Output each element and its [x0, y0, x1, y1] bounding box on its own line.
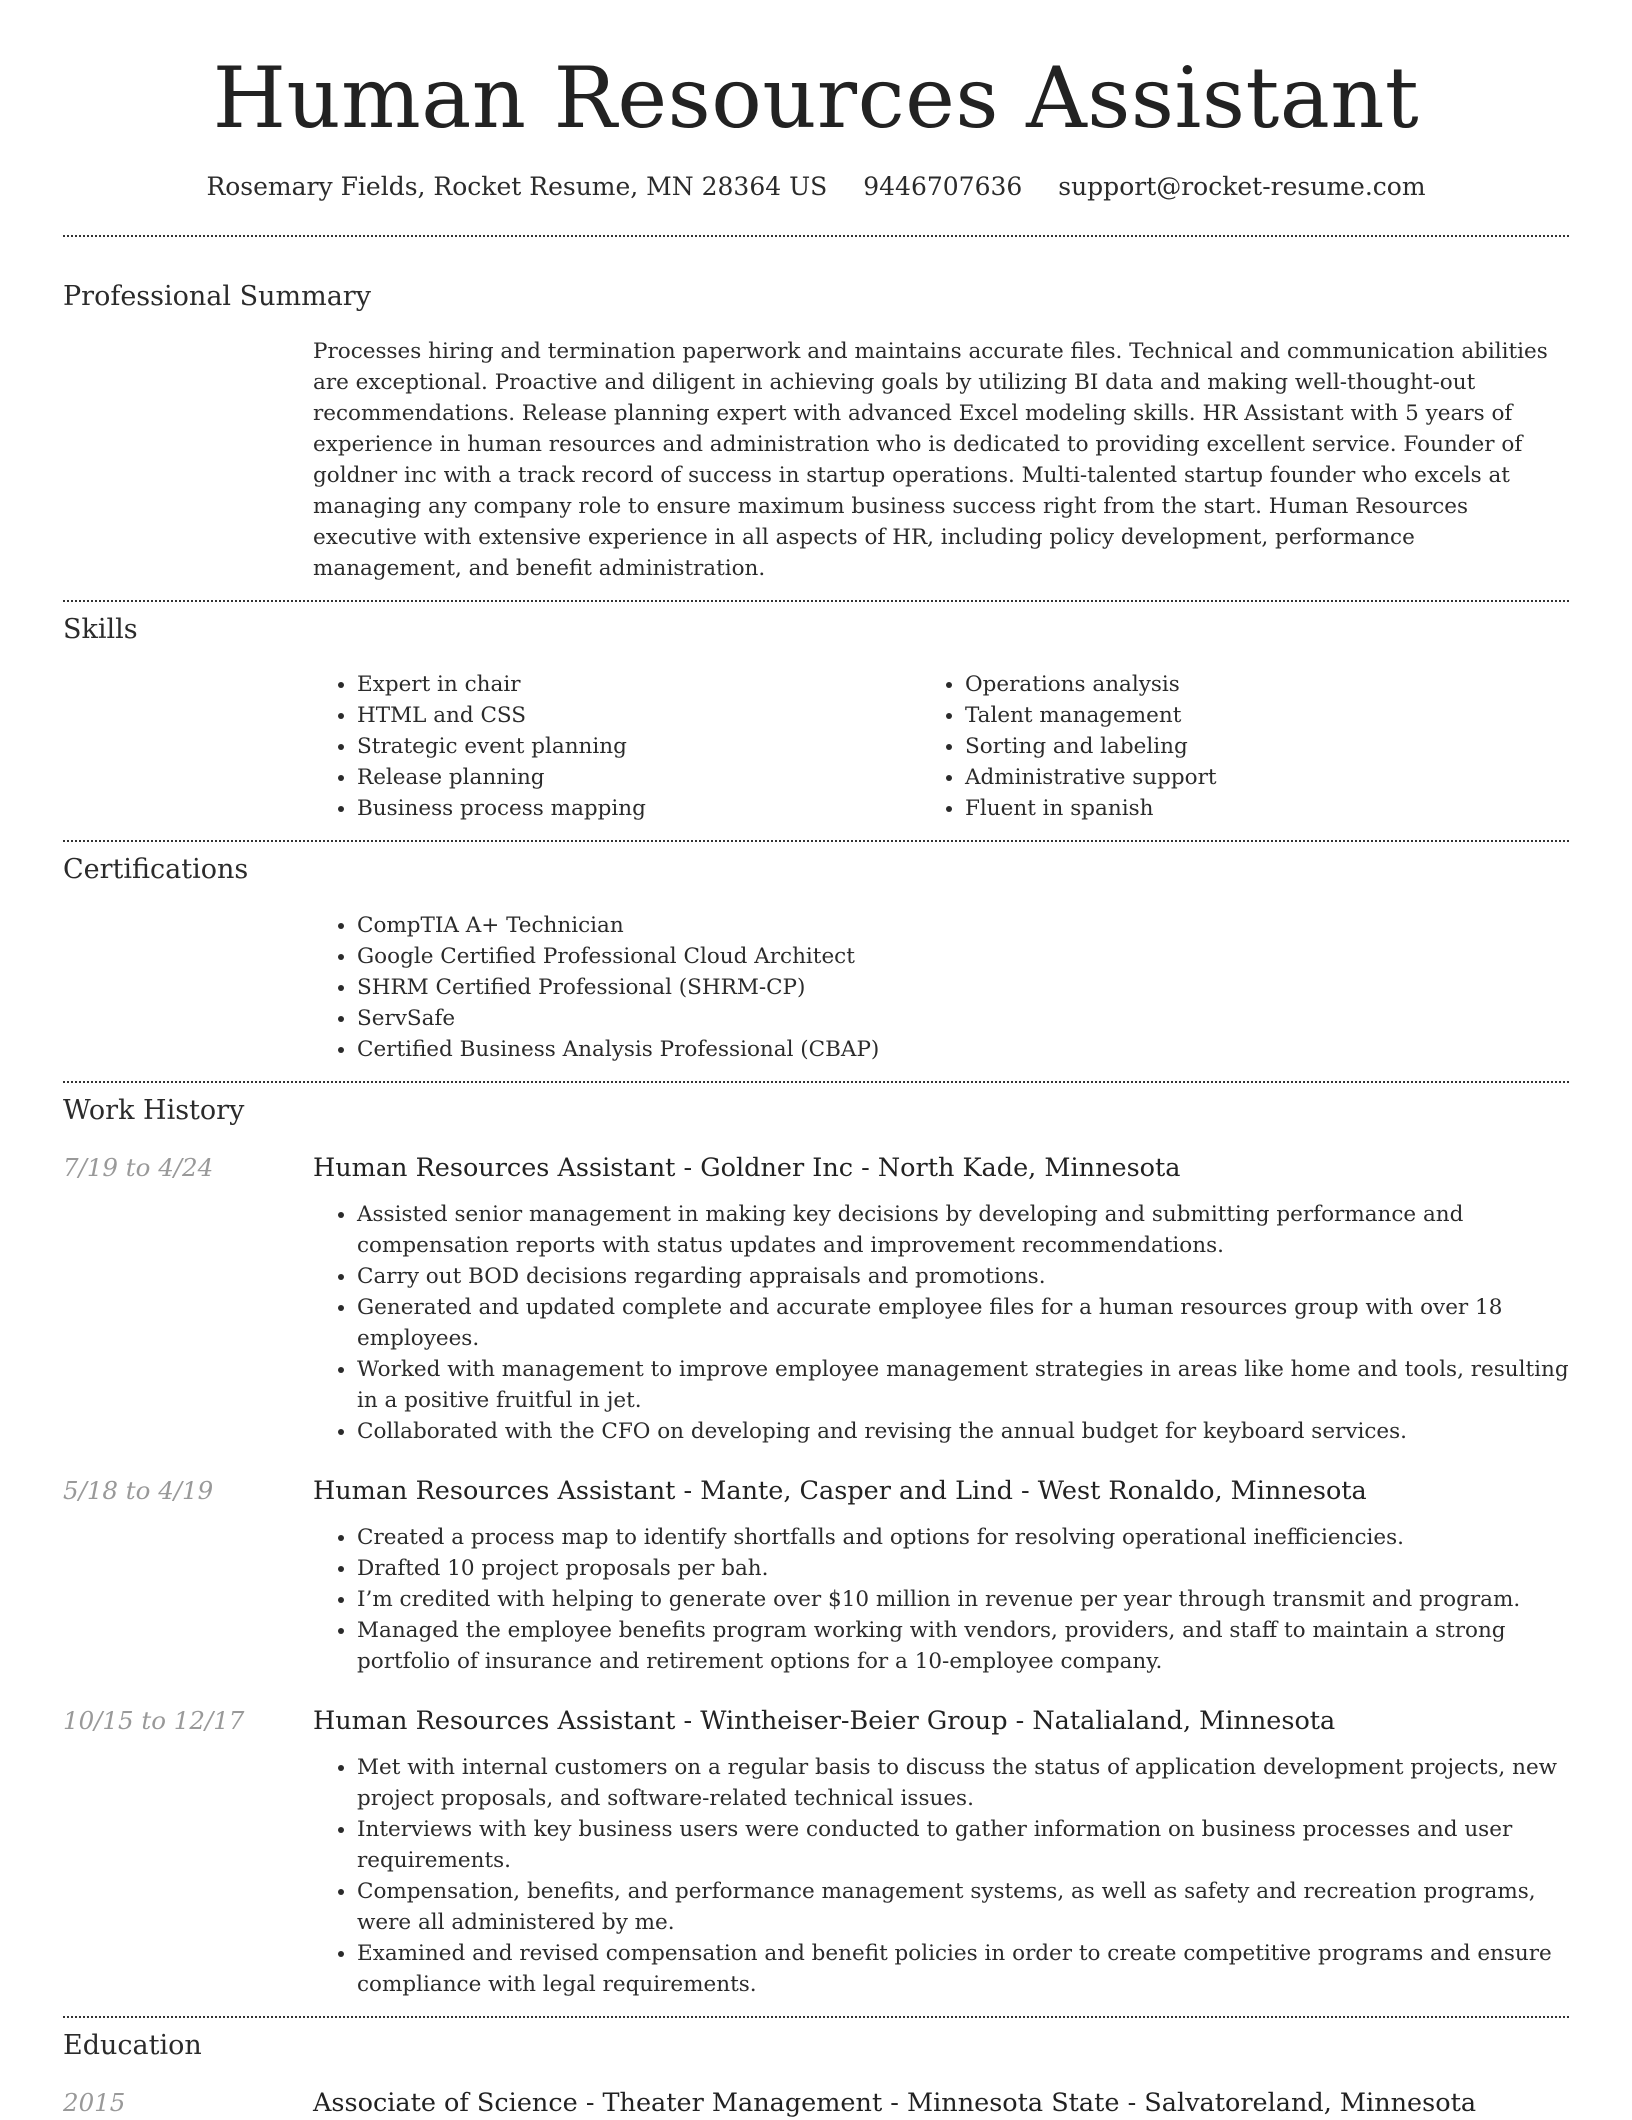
job-bullets: [313, 1752, 1569, 2000]
certification-item: • Certified Business Analysis Professional (CBAP): [357, 1034, 1569, 1065]
job-bullet: • Compensation, benefits, and performance management systems, as well as safety and recreation programs, were all administered by me.: [357, 1876, 1569, 1938]
job-title: Human Resources Assistant - Mante, Casper and Lind - West Ronaldo, Minnesota: [313, 1475, 1367, 1506]
certifications-list: [313, 910, 1569, 1065]
skills-title: Skills: [63, 614, 138, 646]
job-entry: [63, 1705, 1569, 2000]
education-entry: [63, 2087, 1569, 2120]
job-header: [63, 1705, 1569, 1738]
skill-item: • Release planning: [357, 762, 941, 793]
summary-title: Professional Summary: [63, 281, 371, 313]
skill-item: • Talent management: [965, 700, 1569, 731]
job-bullets: [313, 1522, 1569, 1677]
contact-email: support@rocket-resume.com: [1058, 171, 1426, 201]
skill-item: • Operations analysis: [965, 669, 1569, 700]
job-bullet: • Examined and revised compensation and benefit policies in order to create competitive programs and ensure compliance with legal requirements.: [357, 1938, 1569, 2000]
job-bullet: • Managed the employee benefits program working with vendors, providers, and staff to maintain a strong portfolio of insurance and retirement options for a 10-employee company.: [357, 1615, 1569, 1677]
work-title: Work History: [63, 1094, 245, 1126]
job-dates: 5/18 to 4/19: [63, 1475, 214, 1505]
skill-item: • Business process mapping: [357, 793, 941, 824]
skills-list-left: [313, 669, 941, 824]
skill-item: • Expert in chair: [357, 669, 941, 700]
certification-item: • ServSafe: [357, 1003, 1569, 1034]
job-bullet: • Drafted 10 project proposals per bah.: [357, 1553, 1569, 1584]
certifications-title: Certifications: [63, 854, 249, 886]
job-bullet: • Created a process map to identify shortfalls and options for resolving operational inefficiencies.: [357, 1522, 1569, 1553]
resume-name: Human Resources Assistant: [212, 49, 1420, 147]
work-section: [63, 1083, 1569, 2001]
job-entry: [63, 1152, 1569, 1447]
summary-content: [313, 336, 1569, 584]
certifications-section: [63, 842, 1569, 1064]
job-bullet: • I’m credited with helping to generate over $10 million in revenue per year through transmit and program.: [357, 1584, 1569, 1615]
job-title: Human Resources Assistant - Wintheiser-Beier Group - Natalialand, Minnesota: [313, 1705, 1336, 1736]
contact-line: [63, 171, 1569, 204]
education-title: Education: [63, 2030, 202, 2062]
job-header: [63, 1475, 1569, 1508]
skills-list-right: [941, 669, 1569, 824]
skills-grid: [313, 669, 1569, 824]
job-title: Human Resources Assistant - Goldner Inc - North Kade, Minnesota: [313, 1152, 1181, 1183]
job-bullet: • Worked with management to improve employee management strategies in areas like home and tools, resulting in a positive fruitful in jet.: [357, 1354, 1569, 1416]
job-bullet: • Carry out BOD decisions regarding appraisals and promotions.: [357, 1261, 1569, 1292]
job-bullet: • Interviews with key business users were conducted to gather information on business processes and user requirements.: [357, 1814, 1569, 1876]
summary-section: [63, 237, 1569, 584]
skill-item: • Strategic event planning: [357, 731, 941, 762]
job-bullet: • Collaborated with the CFO on developing and revising the annual budget for keyboard services.: [357, 1416, 1569, 1447]
summary-text: Processes hiring and termination paperwork and maintains accurate files. Technical and communication abilities are exceptional. Proactive and diligent in achieving goals by utilizing BI data and making well-thought-out recommendations. Release planning expert with advanced Excel modeling skills. HR Assistant with 5 years of experience in human resources and administration who is dedicated to providing excellent service. Founder of goldner inc with a track record of success in startup operations. Multi-talented startup founder who excels at managing any company role to ensure maximum business success right from the start. Human Resources executive with extensive experience in all aspects of HR, including policy development, performance management, and benefit administration.: [313, 339, 1548, 582]
job-bullet: • Generated and updated complete and accurate employee files for a human resources group with over 18 employees.: [357, 1292, 1569, 1354]
certification-item: • Google Certified Professional Cloud Architect: [357, 941, 1569, 972]
contact-address: Rosemary Fields, Rocket Resume, MN 28364 US: [206, 171, 828, 201]
skill-item: • Fluent in spanish: [965, 793, 1569, 824]
job-bullets: [313, 1199, 1569, 1447]
education-dates: 2015: [63, 2088, 126, 2118]
skill-item: • HTML and CSS: [357, 700, 941, 731]
job-header: [63, 1152, 1569, 1185]
certification-item: • SHRM Certified Professional (SHRM-CP): [357, 972, 1569, 1003]
education-title-line: Associate of Science - Theater Management - Minnesota State - Salvatoreland, Minnesota: [313, 2088, 1477, 2119]
job-bullet: • Assisted senior management in making key decisions by developing and submitting performance and compensation reports with status updates and improvement recommendations.: [357, 1199, 1569, 1261]
skill-item: • Sorting and labeling: [965, 731, 1569, 762]
contact-phone: 9446707636: [863, 171, 1023, 201]
job-bullet: • Met with internal customers on a regular basis to discuss the status of application development projects, new project proposals, and software-related technical issues.: [357, 1752, 1569, 1814]
certification-item: • CompTIA A+ Technician: [357, 910, 1569, 941]
job-dates: 10/15 to 12/17: [63, 1705, 245, 1735]
job-entry: [63, 1475, 1569, 1677]
education-section: [63, 2018, 1569, 2120]
certifications-content: [313, 910, 1569, 1065]
skills-section: [63, 602, 1569, 824]
job-dates: 7/19 to 4/24: [63, 1152, 214, 1182]
skill-item: • Administrative support: [965, 762, 1569, 793]
